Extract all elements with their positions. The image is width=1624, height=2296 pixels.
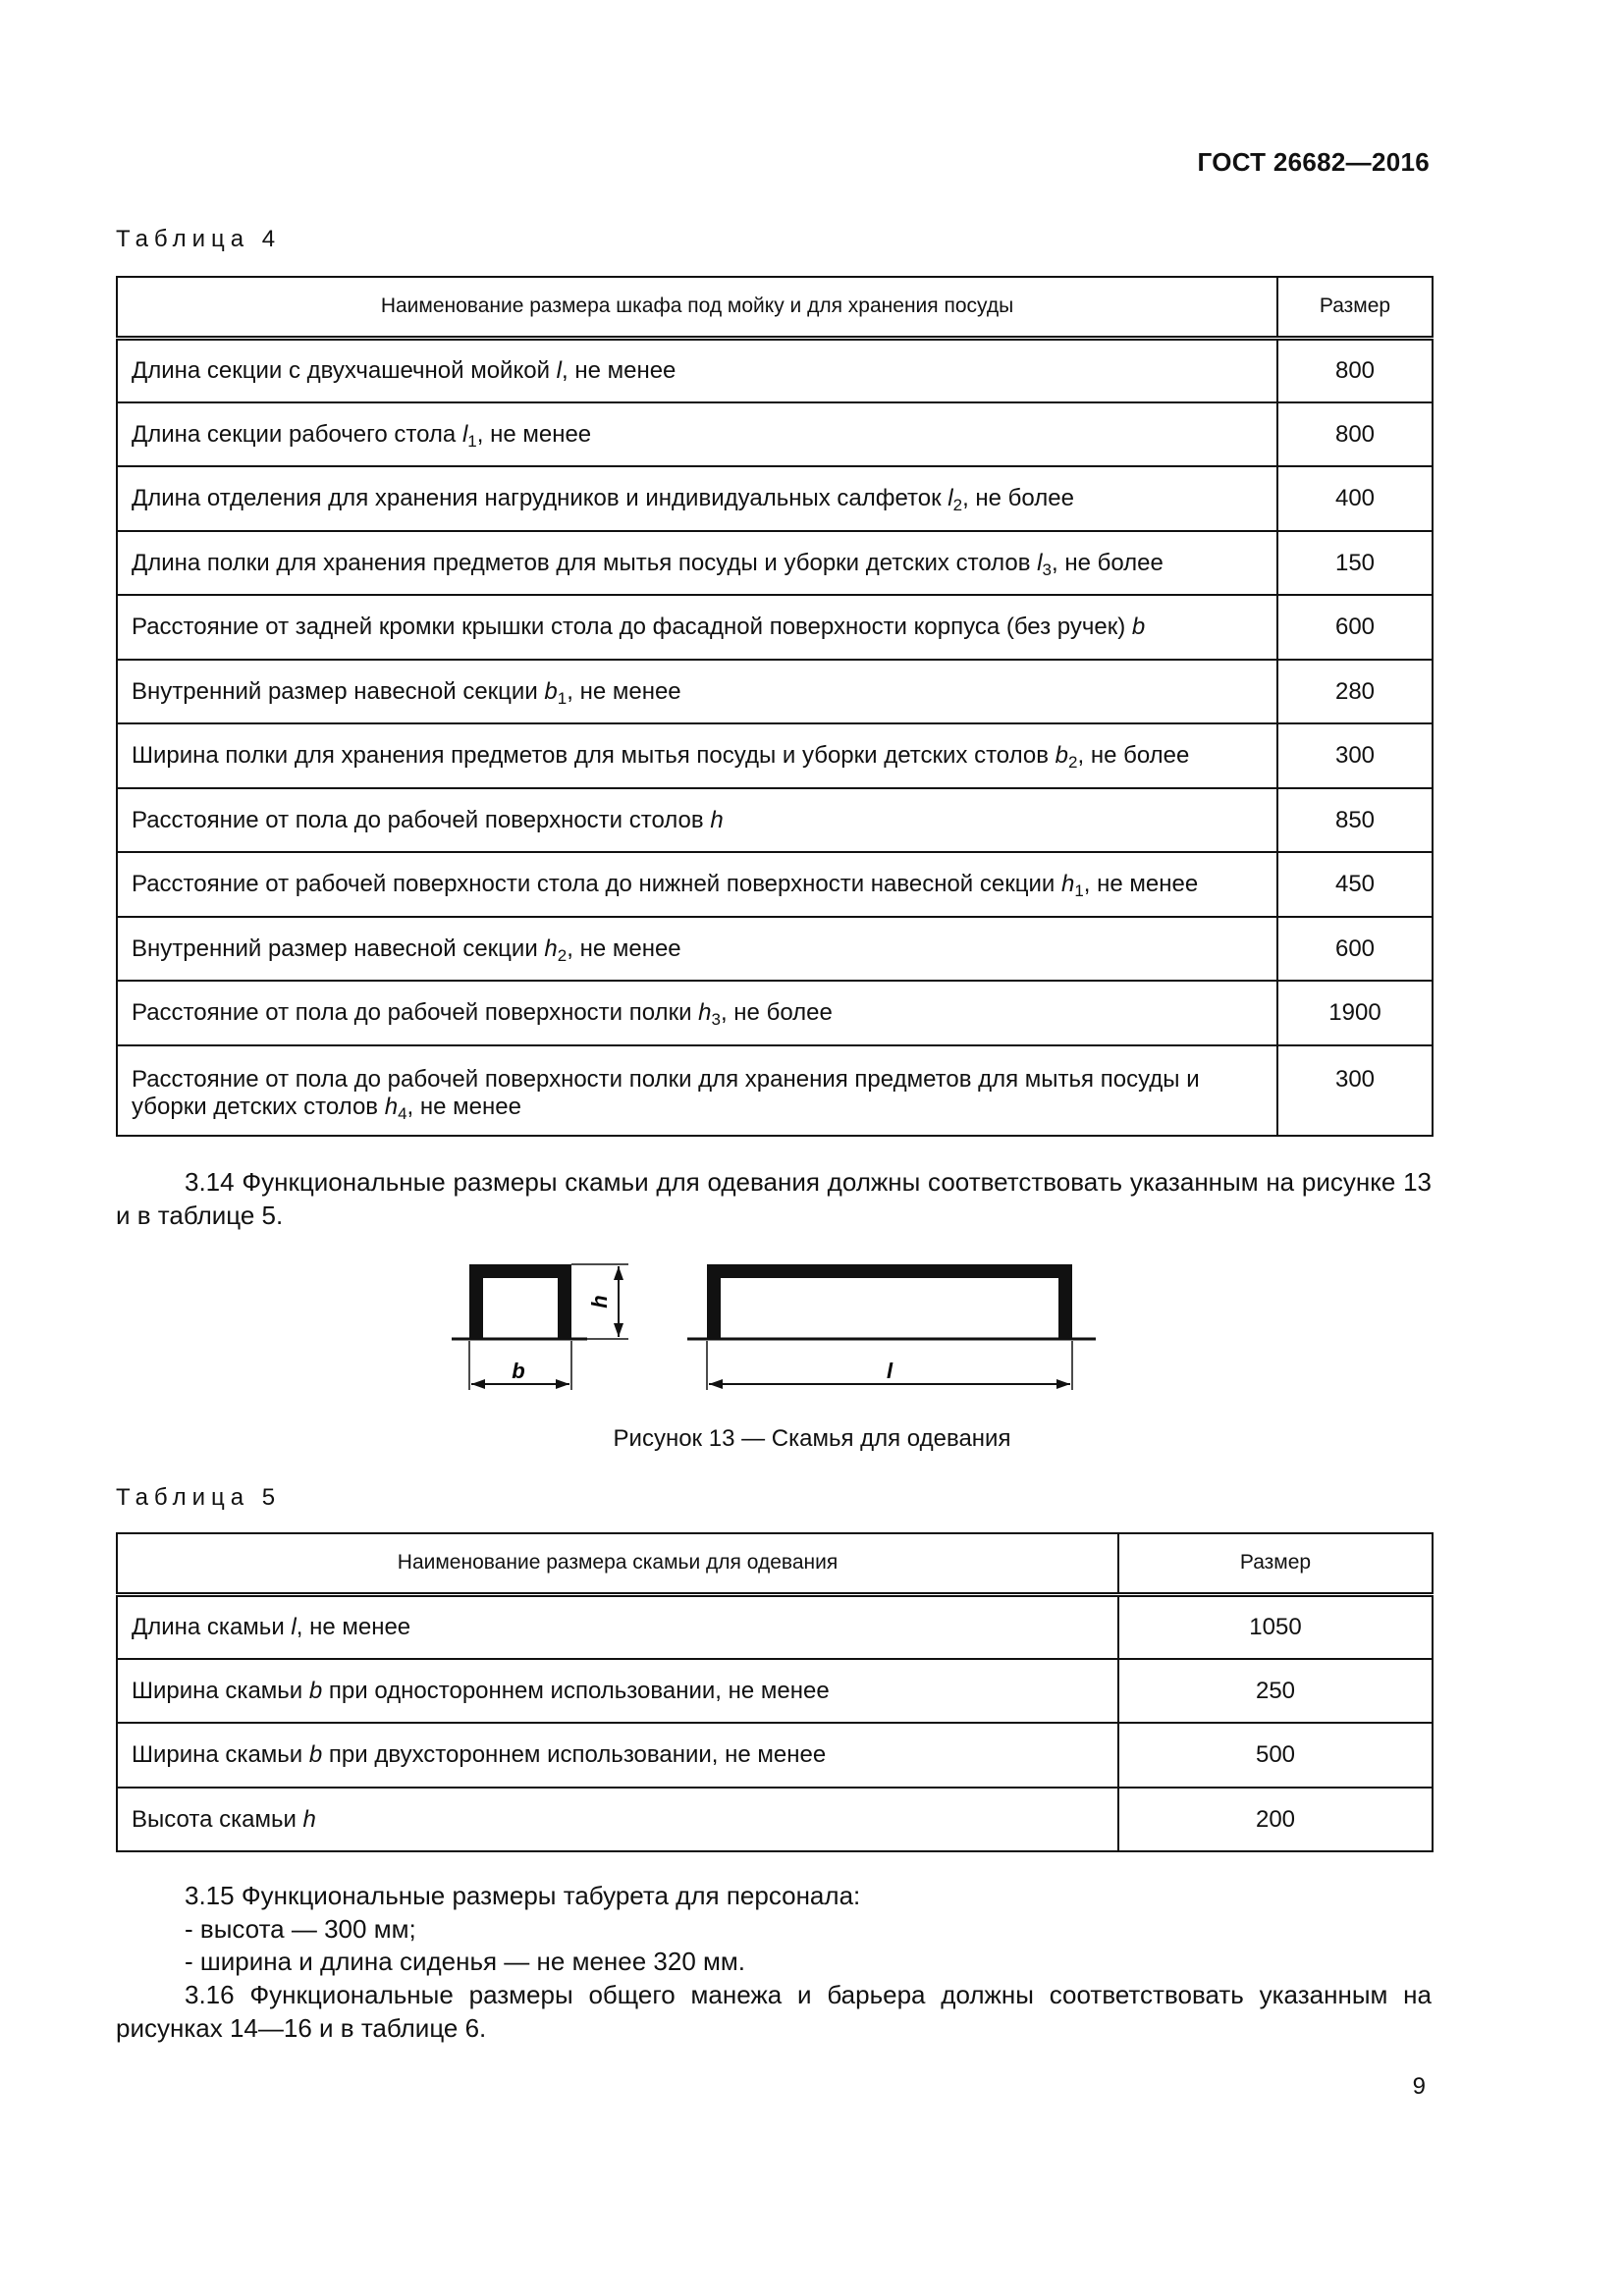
table-row — [117, 531, 1433, 595]
row-description: Длина секции с двухчашечной мойкой l, не менее — [117, 338, 1277, 402]
table-5 — [116, 1532, 1434, 1852]
row-value: 300 — [1277, 1045, 1433, 1136]
table-row — [117, 981, 1433, 1045]
row-description: Длина секции рабочего стола $l_1$, не менее — [117, 402, 1277, 466]
row-description: Расстояние от рабочей поверхности стола до нижней поверхности навесной секции $h_1$, не менее — [117, 852, 1277, 917]
row-description: Ширина полки для хранения предметов для мытья посуды и уборки детских столов $b_2$, не более — [117, 723, 1277, 788]
row-description: Ширина скамьи b при одностороннем использовании, не менее — [117, 1659, 1118, 1723]
table-5-caption: Таблица 5 — [116, 1484, 282, 1511]
row-value: 500 — [1118, 1723, 1433, 1788]
row-value: 600 — [1277, 917, 1433, 981]
row-description: Ширина скамьи b при двухстороннем использовании, не менее — [117, 1723, 1118, 1788]
document-code: ГОСТ 26682—2016 — [1197, 147, 1430, 177]
table-row — [117, 1788, 1433, 1851]
paragraph-3-14: 3.14 Функциональные размеры скамьи для одевания должны соответствовать указанным на рисунке 13 и в таблице 5. — [116, 1167, 1432, 1230]
table-row — [117, 338, 1433, 402]
row-value: 150 — [1277, 531, 1433, 595]
table-row — [117, 788, 1433, 852]
row-description: Длина скамьи l, не менее — [117, 1594, 1118, 1659]
table-4 — [116, 276, 1434, 1137]
bench-front-view — [687, 1264, 1096, 1390]
page-number: 9 — [1412, 2073, 1426, 2100]
row-description: Расстояние от пола до рабочей поверхности полки $h_3$, не более — [117, 981, 1277, 1045]
paragraph-3-16: 3.16 Функциональные размеры общего манежа и барьера должны соответствовать указанным на рисунках 14—16 и в таблице 6. — [116, 1980, 1432, 2043]
paragraph-3-15-title: 3.15 Функциональные размеры табурета для персонала: — [185, 1881, 861, 1910]
table-4-caption: Таблица 4 — [116, 226, 282, 252]
table-row — [117, 1723, 1433, 1788]
table-4-header-row — [117, 277, 1433, 338]
label-h: h — [587, 1295, 612, 1308]
paragraph-3-15-item: - ширина и длина сиденья — не менее 320 мм. — [185, 1947, 745, 1976]
row-description: Внутренний размер навесной секции $b_1$, не менее — [117, 660, 1277, 723]
row-value: 280 — [1277, 660, 1433, 723]
row-description: Внутренний размер навесной секции $h_2$, не менее — [117, 917, 1277, 981]
label-b: b — [512, 1359, 525, 1383]
row-value: 800 — [1277, 338, 1433, 402]
row-description: Длина полки для хранения предметов для мытья посуды и уборки детских столов $l_3$, не более — [117, 531, 1277, 595]
row-value: 600 — [1277, 595, 1433, 660]
bench-side-view — [452, 1264, 628, 1390]
table-row — [117, 1659, 1433, 1723]
row-value: 400 — [1277, 466, 1433, 531]
table-row — [117, 660, 1433, 723]
row-value: 250 — [1118, 1659, 1433, 1723]
row-description: Длина отделения для хранения нагрудников и индивидуальных салфеток $l_2$, не более — [117, 466, 1277, 531]
table-row — [117, 1594, 1433, 1659]
row-value: 300 — [1277, 723, 1433, 788]
table-4-value-header: Размер — [1277, 277, 1433, 338]
row-description: Расстояние от задней кромки крышки стола до фасадной поверхности корпуса (без ручек) b — [117, 595, 1277, 660]
table-5-name-header: Наименование размера скамьи для одевания — [117, 1533, 1118, 1594]
table-row — [117, 402, 1433, 466]
row-value: 200 — [1118, 1788, 1433, 1851]
row-value: 800 — [1277, 402, 1433, 466]
table-row — [117, 723, 1433, 788]
row-description: Расстояние от пола до рабочей поверхности полки для хранения предметов для мытья посуды и уборки детских столов $h_4$, не менее — [117, 1045, 1277, 1136]
table-5-header-row — [117, 1533, 1433, 1594]
table-row — [117, 917, 1433, 981]
table-row — [117, 852, 1433, 917]
bench-figure — [432, 1247, 1119, 1404]
figure-13-caption: Рисунок 13 — Скамья для одевания — [613, 1425, 1011, 1452]
row-value: 1900 — [1277, 981, 1433, 1045]
row-description: Высота скамьи h — [117, 1788, 1118, 1851]
label-l: l — [886, 1359, 893, 1383]
row-value: 450 — [1277, 852, 1433, 917]
table-5-value-header: Размер — [1118, 1533, 1433, 1594]
row-description: Расстояние от пола до рабочей поверхности столов h — [117, 788, 1277, 852]
table-4-name-header: Наименование размера шкафа под мойку и для хранения посуды — [117, 277, 1277, 338]
row-value: 850 — [1277, 788, 1433, 852]
table-row — [117, 1045, 1433, 1136]
row-value: 1050 — [1118, 1594, 1433, 1659]
table-row — [117, 595, 1433, 660]
table-row — [117, 466, 1433, 531]
paragraph-3-15-item: - высота — 300 мм; — [185, 1914, 416, 1944]
